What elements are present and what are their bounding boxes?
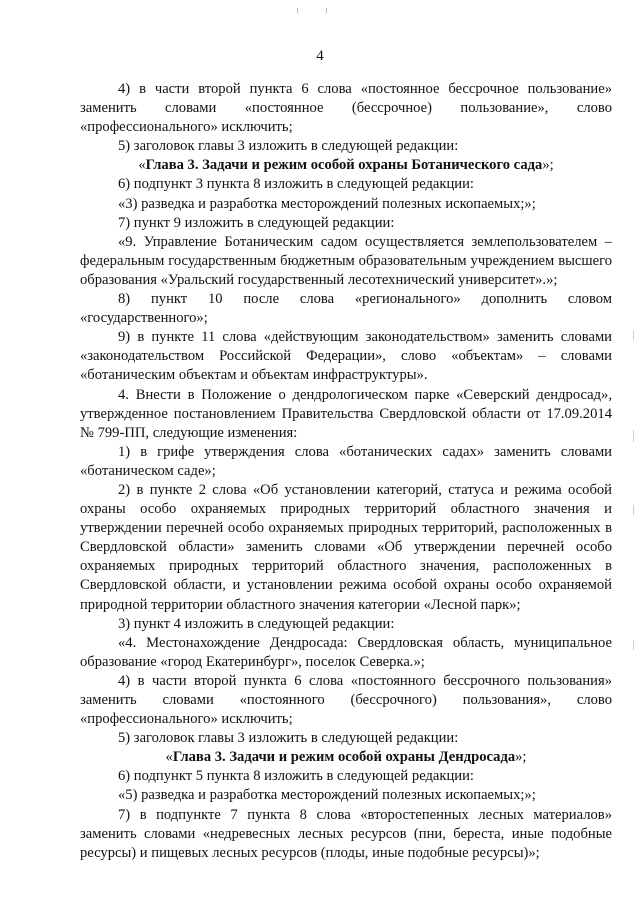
scan-mark: [633, 640, 634, 650]
paragraph: 5) заголовок главы 3 изложить в следующей редакции:: [118, 730, 459, 747]
heading-open-quote: «: [165, 749, 173, 766]
paragraph: 8) пункт 10 после слова «регионального» дополнить словом «государственного»;: [80, 291, 612, 327]
scan-mark: [633, 505, 634, 515]
scan-mark: [633, 430, 634, 442]
paragraph: 4) в части второй пункта 6 слова «постоянное бессрочное пользование» заменить словами «постоянное (бессрочное) пользование», слово «профессионального» исключить;: [80, 81, 612, 136]
scan-mark: [297, 8, 298, 13]
paragraph: 3) пункт 4 изложить в следующей редакции:: [118, 615, 395, 632]
paragraph: «5) разведка и разработка месторождений полезных ископаемых;»;: [118, 787, 536, 804]
page-number: 4: [316, 48, 324, 64]
paragraph: 5) заголовок главы 3 изложить в следующей редакции:: [118, 138, 459, 155]
paragraph: 9) в пункте 11 слова «действующим законодательством» заменить словами «законодательством Российской Федерации», слово «объектам» – словами «ботаническим объектам и объектам инфраструктуры».: [80, 329, 612, 384]
heading-text: Глава 3. Задачи и режим особой охраны Ботанического сада: [145, 157, 543, 174]
heading-close-quote: »;: [515, 749, 527, 766]
document-body: [80, 80, 612, 863]
heading-text: Глава 3. Задачи и режим особой охраны Дендросада: [172, 749, 516, 766]
heading-open-quote: «: [138, 157, 146, 174]
paragraph: 1) в грифе утверждения слова «ботанических садах» заменить словами «ботаническом саде»;: [80, 443, 612, 479]
paragraph: 4. Внести в Положение о дендрологическом парке «Северский дендросад», утвержденное постановлением Правительства Свердловской области от 17.09.2014 № 799-ПП, следующие изменения:: [80, 386, 612, 441]
scan-mark: [633, 330, 634, 340]
paragraph: «3) разведка и разработка месторождений полезных ископаемых;»;: [118, 195, 536, 212]
paragraph: «4. Местонахождение Дендросада: Свердловская область, муниципальное образование «город Екатеринбург», поселок Северка.»;: [80, 634, 612, 670]
paragraph: 4) в части второй пункта 6 слова «постоянного бессрочного пользования» заменить словами «постоянного (бессрочного) пользования», слово «профессионального» исключить;: [80, 672, 612, 728]
paragraph: 6) подпункт 3 пункта 8 изложить в следующей редакции:: [118, 176, 474, 193]
paragraph: 2) в пункте 2 слова «Об установлении категорий, статуса и режима особой охраны особо охраняемых природных территорий областного значения и утверждении перечней особо охраняемых природных территорий, расположенных в Свердловской области» заменить словами «Об утверждении перечней особо охраняемых природных территорий областного значения, расположенных в Свердловской области, и установлении режима особой охраны особо охраняемой природной территории областного значения категории «Лесной парк»;: [80, 481, 612, 613]
heading-close-quote: »;: [542, 157, 554, 174]
paragraph: 7) пункт 9 изложить в следующей редакции:: [118, 214, 395, 231]
paragraph: 7) в подпункте 7 пункта 8 слова «второстепенных лесных материалов» заменить словами «недревесных лесных ресурсов (пни, береста, иные подобные ресурсы) и пищевых лесных ресурсов (плоды, иные подобные ресурсы)»;: [80, 806, 612, 861]
scan-mark: [326, 8, 327, 13]
paragraph: 6) подпункт 5 пункта 8 изложить в следующей редакции:: [118, 768, 474, 785]
paragraph: «9. Управление Ботаническим садом осуществляется землепользователем – федеральным государственным бюджетным образовательным учреждением высшего образования «Уральский государственный лесотехнический университет».»;: [80, 233, 612, 288]
chapter-heading: [80, 748, 612, 767]
chapter-heading: [80, 156, 612, 175]
